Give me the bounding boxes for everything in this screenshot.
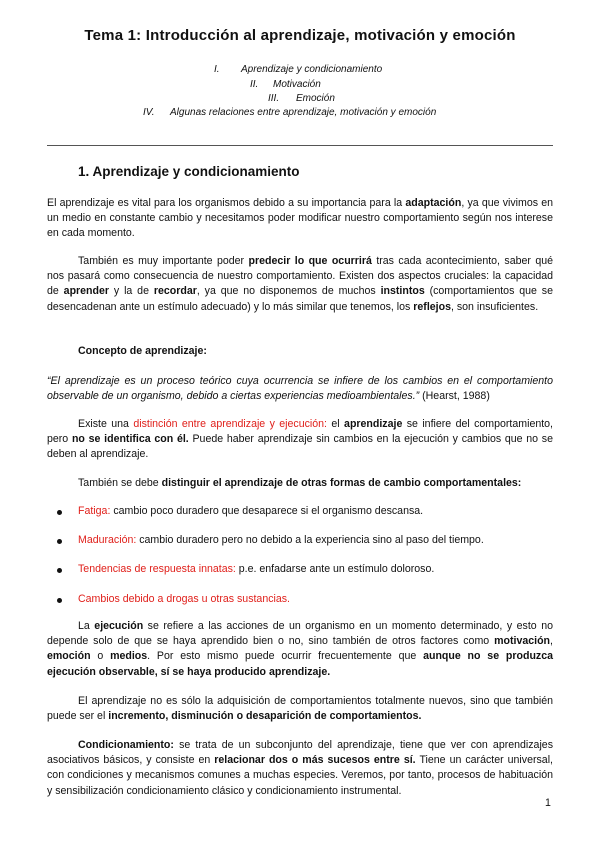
toc-item-text: Aprendizaje y condicionamiento [241, 64, 383, 75]
toc-item-number: IV. [143, 107, 155, 118]
bullet-dot-icon [57, 510, 62, 515]
paragraph-ejecucion: La ejecución se refiere a las acciones de un organismo en un momento determinado, y esto no depende solo de que se haya aprendido bien o no, sino también de otros factores como motivación, emoción o medios. Por esto mismo puede ocurrir frecuentemente que aunque no se produzca ejecución observable, sí se haya producido aprendizaje. [47, 620, 553, 678]
paragraph-prediction: También es muy importante poder predecir lo que ocurrirá tras cada acontecimiento, saber qué nos pasará como consecuencia de nuestro comportamiento. Existen dos aspectos cruciales: la capacidad de aprender y la de recordar, ya que no disponemos de muchos instintos (comportamientos que se desencadenan ante un estímulo adecuado) y lo más similar que tenemos, los reflejos, son insuficientes. [47, 255, 554, 313]
paragraph-intro: El aprendizaje es vital para los organismos debido a su importancia para la adaptación, ya que vivimos en un medio en constante cambio y necesitamos poder modificar nuestro comportamiento según nos interese en cada momento. [47, 197, 553, 240]
paragraph-distincion: Existe una distinción entre aprendizaje y ejecución: el aprendizaje se infiere del comportamiento, pero no se identifica con él. Puede haber aprendizaje sin cambios en la ejecución y cambios que no se deben al aprendizaje. [47, 418, 554, 461]
toc-item [268, 93, 335, 104]
subheading-concepto: Concepto de aprendizaje: [78, 345, 207, 357]
toc-item-text: Algunas relaciones entre aprendizaje, motivación y emoción [170, 107, 437, 118]
toc-item [143, 107, 436, 118]
bullet-dot-icon [57, 568, 62, 573]
toc-item [214, 64, 382, 75]
quote-text: “El aprendizaje es un proceso teórico cuya ocurrencia se infiere de los cambios en el comportamiento observable de un organismo, debido a ciertas experiencias medioambientales.” [47, 375, 553, 403]
document-page: Tema 1: Introducción al aprendizaje, motivación y emoción I. Aprendizaje y condicionamiento II. Motivación III. Emoción IV. Algunas relaciones entre aprendizaje, motivación y emoción 1. Aprendizaje y condicionamiento El aprendizaje es vital para los organismos debido a su importancia para la adaptación, ya que vivimos en un medio en constante cambio y necesitamos poder modificar nuestro comportamiento según nos interese en cada momento. También es muy importante poder predecir lo que ocurrirá tras cada acontecimiento, saber qué nos pasará como consecuencia de nuestro comportamiento. Existen dos aspectos cruciales: la capacidad de aprender y la de recordar, ya que no disponemos de muchos instintos (comportamientos que se desencadenan ante un estímulo adecuado) y lo más similar que tenemos, los reflejos, son insuficientes. Concepto de aprendizaje: “El aprendizaje es un proceso teórico cuya ocurrencia se infiere de los cambios en el comportamiento observable de un organismo, debido a ciertas experiencias medioambientales.” (Hearst, 1988) Existe una distinción entre aprendizaje y ejecución: el aprendizaje se infiere del comportamiento, pero no se identifica con él. Puede haber aprendizaje sin cambios en la ejecución y cambios que no se deben al aprendizaje. También se debe distinguir el aprendizaje de otras formas de cambio comportamentales: Fatiga: cambio poco duradero que desaparece si el organismo descansa. Maduración: cambio duradero pero no debido a la experiencia sino al paso del tiempo. Tendencias de respuesta innatas: p.e. enfadarse ante un estímulo doloroso. Cambios debido a drogas u otras sustancias. La ejecución se refiere a las acciones de un organismo en un momento determinado, y esto no depende solo de que se haya aprendido bien o no, sino también de otros factores como motivación, emoción o medios. Por esto mismo puede ocurrir frecuentemente que aunque no se produzca ejecución observable, sí se haya producido aprendizaje. El aprendizaje no es sólo la adquisición de comportamientos totalmente nuevos, sino que también puede ser el incremento, disminución o desaparición de comportamientos. Condicionamiento: se trata de un subconjunto del aprendizaje, tiene que ver con aprendizajes asociativos básicos, y consiste en relacionar dos o más sucesos entre sí. Tiene un carácter universal, con condiciones y mecanismos comunes a muchas especies. Veremos, por tanto, procesos de habituación y sensibilización condicionamiento clásico y condicionamiento instrumental. 1 [0, 0, 600, 848]
toc-item [250, 79, 321, 90]
toc-item-number: III. [268, 93, 280, 104]
quote-citation: (Hearst, 1988) [419, 390, 490, 403]
paragraph-condicionamiento: Condicionamiento: se trata de un subconjunto del aprendizaje, tiene que ver con aprendizajes asociativos básicos, y consiste en relacionar dos o más sucesos entre sí. Tiene un carácter universal, con condiciones y mecanismos comunes a muchas especies. Veremos, por tanto, procesos de habituación y sensibilización condicionamiento clásico y condicionamiento instrumental. [47, 739, 553, 797]
quote-definition [47, 374, 553, 404]
toc-item-number: I. [214, 64, 220, 75]
paragraph-distinguir: También se debe distinguir el aprendizaje de otras formas de cambio comportamentales: [78, 477, 522, 489]
page-number: 1 [545, 797, 551, 809]
toc-item-text: Motivación [273, 79, 321, 90]
horizontal-divider [47, 145, 553, 146]
bullet-dot-icon [57, 598, 62, 603]
paragraph-adquisicion: El aprendizaje no es sólo la adquisición de comportamientos totalmente nuevos, sino que también puede ser el incremento, disminución o desaparición de comportamientos. [47, 695, 553, 723]
toc-item-number: II. [250, 79, 259, 90]
bullet-dot-icon [57, 539, 62, 544]
toc-item-text: Emoción [296, 93, 335, 104]
document-title: Tema 1: Introducción al aprendizaje, motivación y emoción [84, 27, 516, 44]
section-heading: 1. Aprendizaje y condicionamiento [78, 164, 300, 179]
